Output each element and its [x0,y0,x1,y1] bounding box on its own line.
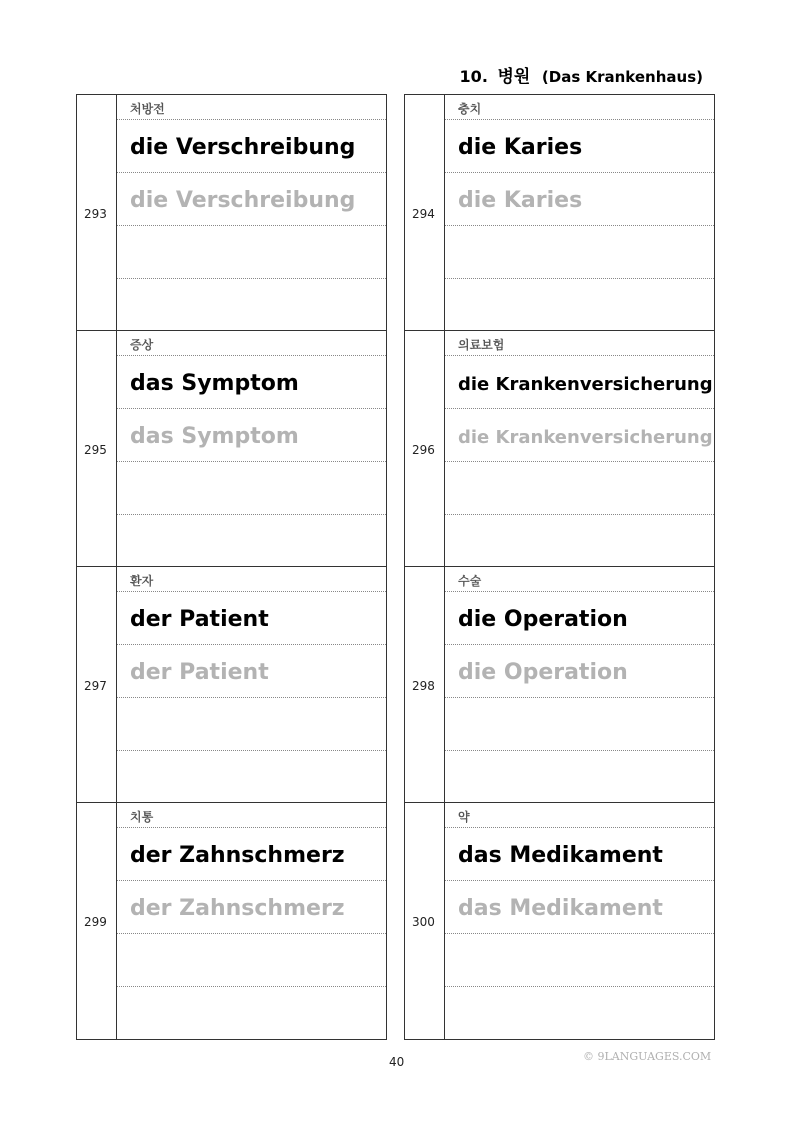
korean-label: 처방전 [130,102,165,116]
card-number: 293 [84,207,107,221]
practice-area [445,803,714,1039]
korean-label: 치통 [130,810,154,824]
right-column [404,94,715,1040]
number-cell [405,803,445,1039]
vocab-card [404,802,715,1040]
german-word: das Symptom [130,371,299,396]
number-cell [77,331,117,566]
card-number: 296 [412,443,435,457]
number-cell [405,331,445,566]
korean-label: 환자 [130,574,154,588]
number-cell [77,567,117,802]
trace-word: das Symptom [130,424,299,449]
card-number: 299 [84,915,107,929]
left-column [76,94,387,1040]
vocab-card [76,94,387,330]
korean-label: 수술 [458,574,482,588]
chapter-title-korean: 병원 [497,67,531,87]
page-header [420,62,703,87]
number-cell [405,567,445,802]
german-word: die Karies [458,135,583,160]
card-number: 297 [84,679,107,693]
german-word: die Verschreibung [130,135,356,160]
chapter-number: 10. [459,67,488,86]
vocab-card [404,94,715,330]
card-number: 298 [412,679,435,693]
korean-label: 의료보험 [458,338,505,352]
german-word: das Medikament [458,843,663,868]
practice-area [445,567,714,802]
german-word: der Zahnschmerz [130,843,345,868]
copyright-notice: © 9LANGUAGES.COM [583,1050,712,1063]
card-number: 295 [84,443,107,457]
korean-label: 약 [458,810,470,824]
german-word: der Patient [130,607,269,632]
practice-area [117,331,386,566]
practice-area [445,331,714,566]
korean-label: 충치 [458,102,482,116]
vocab-card [76,566,387,802]
practice-area [117,803,386,1039]
trace-word: die Krankenversicherung [458,427,713,448]
trace-word: die Operation [458,660,628,685]
german-word: die Krankenversicherung [458,374,713,395]
vocab-card [76,802,387,1040]
card-number: 294 [412,207,435,221]
trace-word: der Zahnschmerz [130,896,345,921]
trace-word: die Verschreibung [130,188,356,213]
page-number: 40 [389,1055,405,1069]
vocab-card [404,566,715,802]
card-number: 300 [412,915,435,929]
trace-word: der Patient [130,660,269,685]
german-word: die Operation [458,607,628,632]
number-cell [77,803,117,1039]
vocab-card [404,330,715,566]
number-cell [77,95,117,330]
trace-word: die Karies [458,188,583,213]
practice-area [445,95,714,330]
number-cell [405,95,445,330]
practice-area [117,567,386,802]
vocab-card [76,330,387,566]
korean-label: 증상 [130,338,154,352]
trace-word: das Medikament [458,896,663,921]
practice-area [117,95,386,330]
chapter-title-german: (Das Krankenhaus) [541,68,703,86]
